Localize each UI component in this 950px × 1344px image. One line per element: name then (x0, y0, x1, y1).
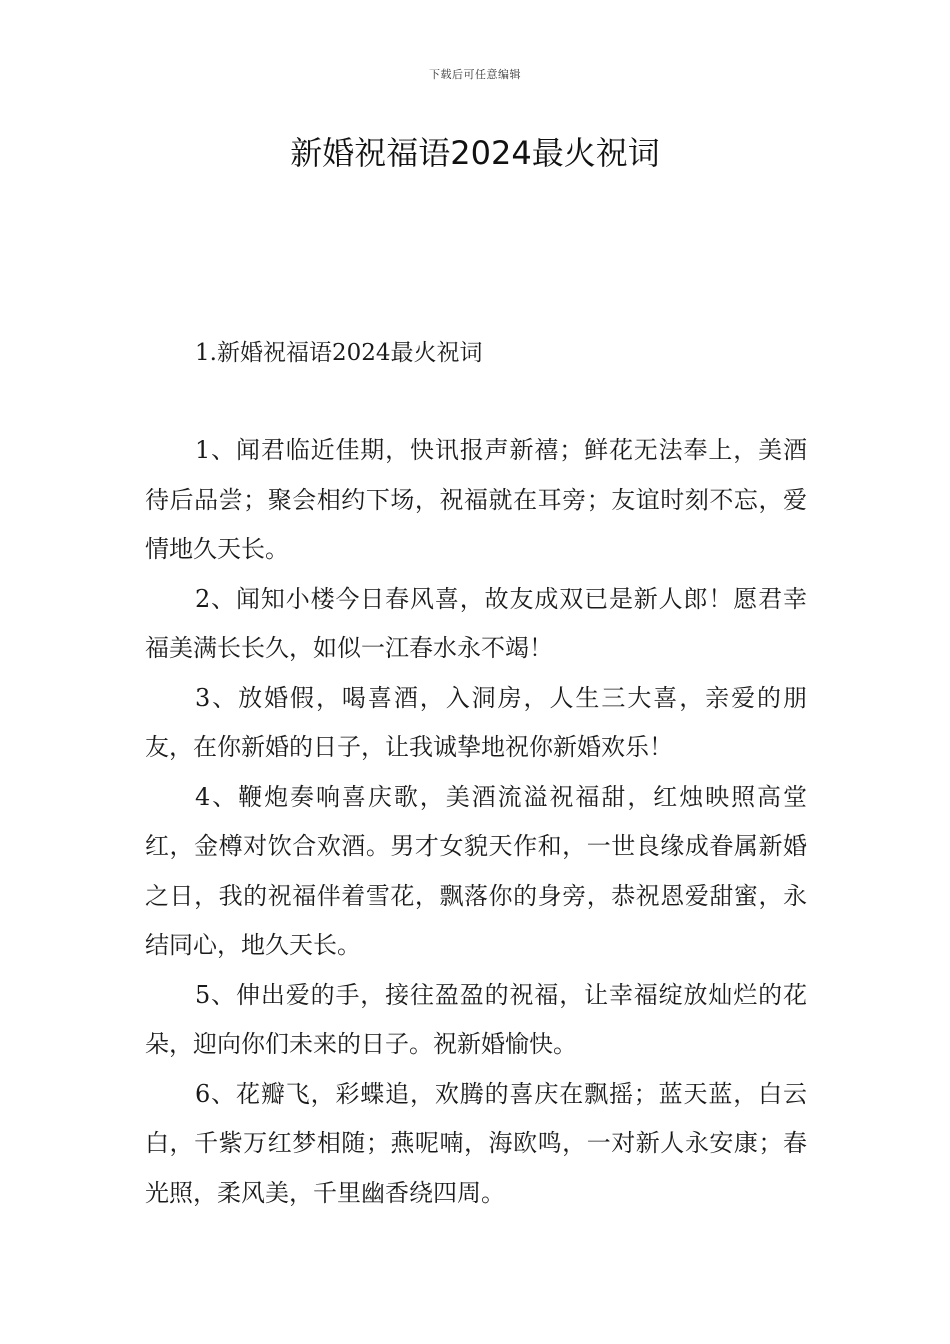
paragraph-4: 4、鞭炮奏响喜庆歌，美酒流溢祝福甜，红烛映照高堂红，金樽对饮合欢酒。男才女貌天作和，一世良缘成眷属新婚之日，我的祝福伴着雪花，飘落你的身旁，恭祝恩爱甜蜜，永结同心，地久天长。 (145, 782, 807, 959)
document-body (145, 426, 807, 1218)
document-title: 新婚祝福语2024最火祝词 (290, 134, 660, 172)
section-heading: 1.新婚祝福语2024最火祝词 (195, 340, 483, 366)
paragraph-2: 2、闻知小楼今日春风喜，故友成双已是新人郎！愿君幸福美满长长久，如似一江春水永不竭！ (145, 584, 807, 662)
paragraph-6: 6、花瓣飞，彩蝶追，欢腾的喜庆在飘摇；蓝天蓝，白云白，千紫万红梦相随；燕呢喃，海欧鸣，一对新人永安康；春光照，柔风美，千里幽香绕四周。 (145, 1079, 807, 1207)
page-header-note: 下载后可任意编辑 (429, 68, 521, 81)
paragraph-3: 3、放婚假，喝喜酒，入洞房，人生三大喜，亲爱的朋友，在你新婚的日子，让我诚挚地祝你新婚欢乐！ (145, 683, 807, 761)
paragraph-1: 1、闻君临近佳期，快讯报声新禧；鲜花无法奉上，美酒待后品尝；聚会相约下场，祝福就在耳旁；友谊时刻不忘，爱情地久天长。 (145, 436, 807, 563)
paragraph-5: 5、伸出爱的手，接往盈盈的祝福，让幸福绽放灿烂的花朵，迎向你们未来的日子。祝新婚愉快。 (145, 980, 807, 1058)
